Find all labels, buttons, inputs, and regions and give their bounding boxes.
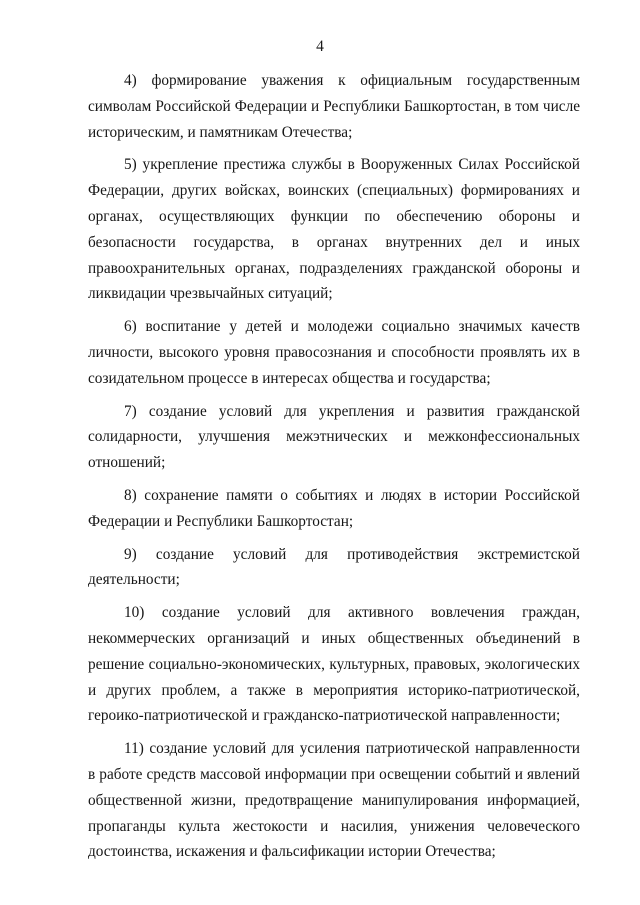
list-body	[88, 68, 580, 872]
list-item-9: 9) создание условий для противодействия экстремистской деятельности;	[88, 545, 580, 589]
page-number: 4	[316, 38, 324, 55]
list-item-6: 6) воспитание у детей и молодежи социально значимых качеств личности, высокого уровня правосознания и способности проявлять их в созидательном процессе в интересах общества и государства;	[88, 318, 580, 387]
list-item-11: 11) создание условий для усиления патриотической направленности в работе средств массовой информации при освещении событий и явлений общественной жизни, предотвращение манипулирования информацией, пропаганды культа жестокости и насилия, унижения человеческого достоинства, искажения и фальсификации истории Отечества;	[88, 740, 580, 861]
list-item-5: 5) укрепление престижа службы в Вооруженных Силах Российской Федерации, других войсках, воинских (специальных) формированиях и органах, осуществляющих функции по обеспечению обороны и безопасности государства, в органах внутренних дел и иных правоохранительных органах, подразделениях гражданской обороны и ликвидации чрезвычайных ситуаций;	[88, 156, 580, 303]
list-item-10: 10) создание условий для активного вовлечения граждан, некоммерческих организаций и иных общественных объединений в решение социально-экономических, культурных, правовых, экологических и других проблем, а также в мероприятия историко-патриотической, героико-патриотической и гражданско-патриотической направленности;	[88, 604, 580, 725]
list-item-4: 4) формирование уважения к официальным государственным символам Российской Федерации и Республики Башкортостан, в том числе историческим, и памятникам Отечества;	[88, 72, 580, 141]
list-item-7: 7) создание условий для укрепления и развития гражданской солидарности, улучшения межэтнических и межконфессиональных отношений;	[88, 402, 580, 472]
list-item-8: 8) сохранение памяти о событиях и людях в истории Российской Федерации и Республики Башкортостан;	[88, 486, 580, 530]
